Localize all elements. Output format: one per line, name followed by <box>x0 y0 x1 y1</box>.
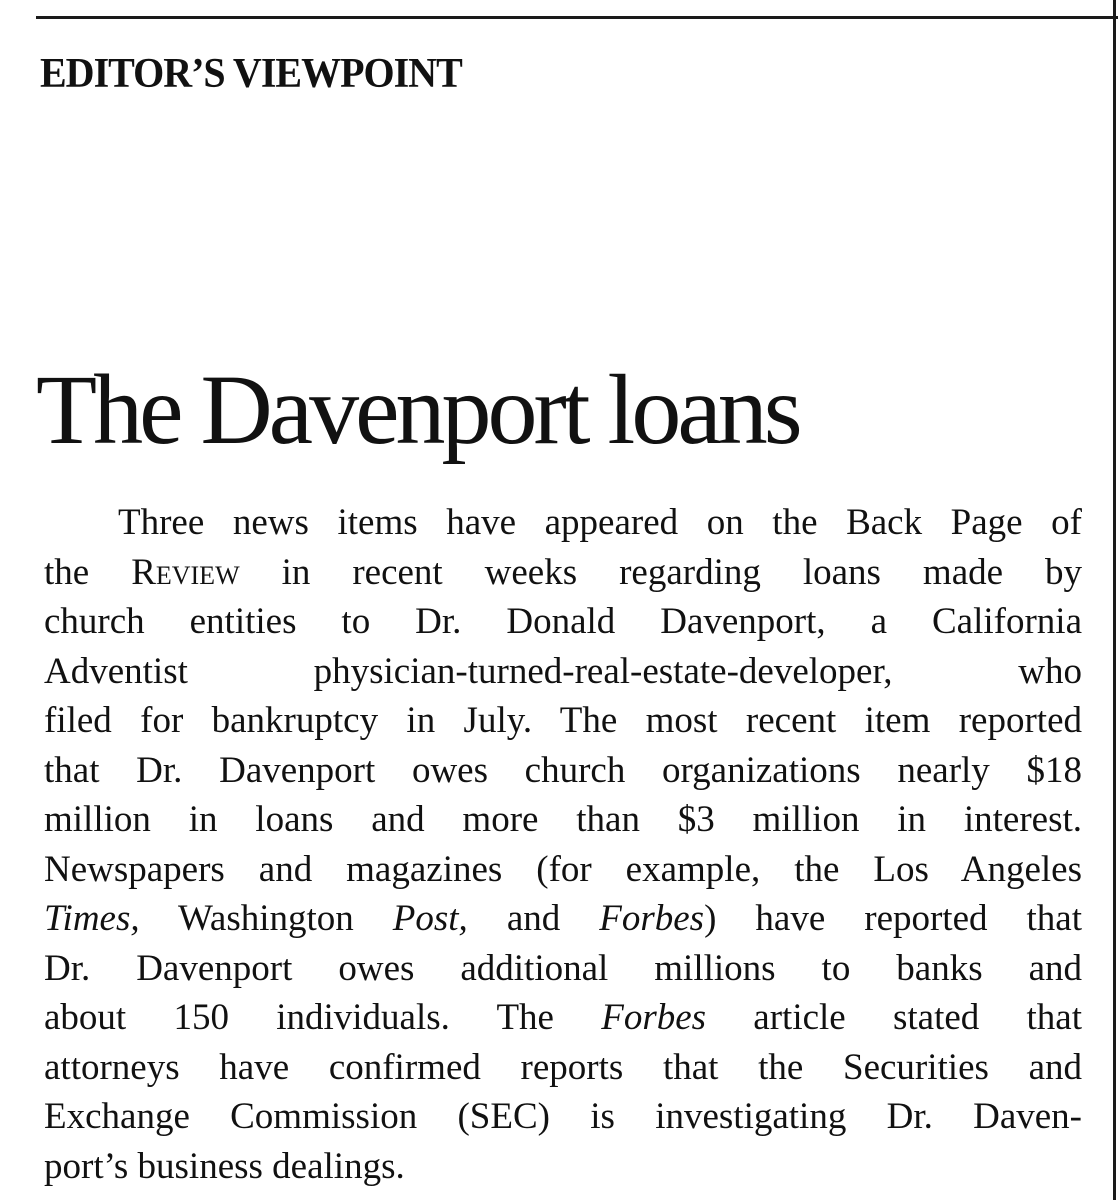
body-line-9: Times, Washington Post, and Forbes) have reported that <box>44 898 1082 939</box>
right-rule <box>1113 0 1116 1200</box>
body-line-5: filed for bankruptcy in July. The most recent item reported <box>44 700 1082 741</box>
publication-name: Review <box>131 551 240 593</box>
body-line-4: Adventist physician-turned-real-estate-developer, who <box>44 650 1082 692</box>
body-line-6: that Dr. Davenport owes church organizations nearly $18 <box>44 749 1082 791</box>
headline: The Davenport loans <box>36 354 799 465</box>
body-line-8: Newspapers and magazines (for example, the Los Angeles <box>44 848 1082 890</box>
section-label: EDITOR’S VIEWPOINT <box>40 48 462 97</box>
body-line-1: Three news items have appeared on the Back Page of <box>118 502 1082 543</box>
body-line-11: about 150 individuals. The Forbes article stated that <box>44 997 1083 1038</box>
body-line-10: Dr. Davenport owes additional millions to banks and <box>44 947 1082 989</box>
body-line-13: Exchange Commission (SEC) is investigating Dr. Daven- <box>44 1096 1082 1137</box>
body-line-3: church entities to Dr. Donald Davenport, a California <box>44 601 1082 642</box>
body-line-14: port’s business dealings. <box>44 1145 405 1187</box>
article-body <box>44 498 1082 1191</box>
body-line-2: the Review in recent weeks regarding loans made by <box>44 551 1083 593</box>
top-rule <box>36 16 1118 19</box>
body-line-12: attorneys have confirmed reports that the Securities and <box>44 1046 1082 1088</box>
body-line-7: million in loans and more than $3 million in interest. <box>44 799 1082 840</box>
